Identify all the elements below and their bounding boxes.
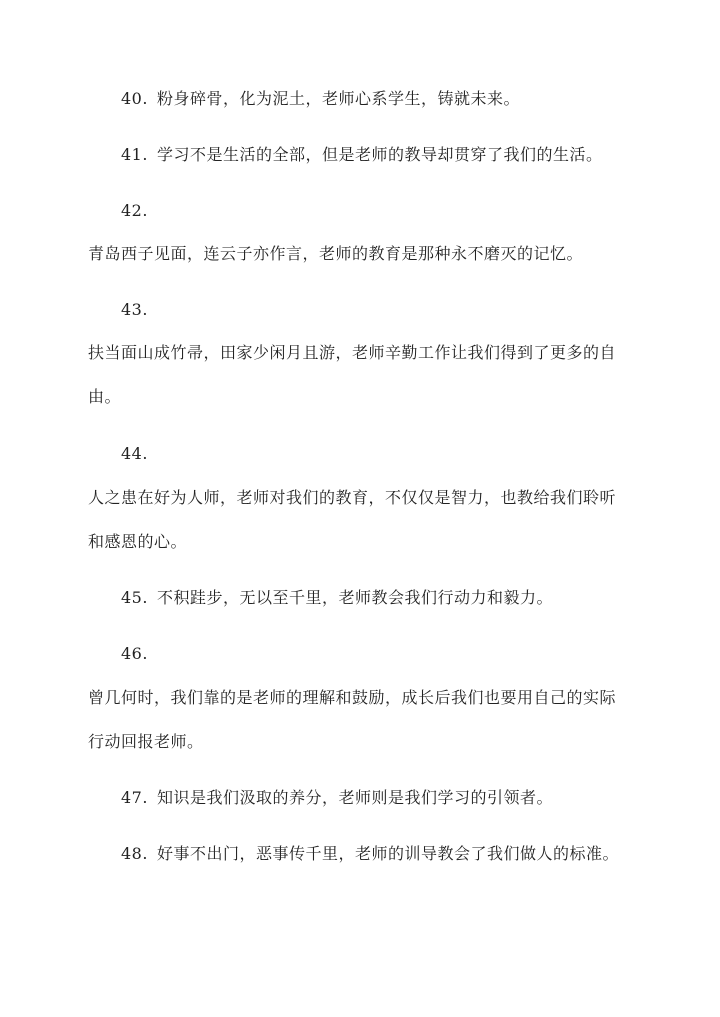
list-item-47 <box>121 788 553 808</box>
item-number-46: 46. <box>121 644 148 663</box>
item-text-43-line-1: 扶当面山成竹帚，田家少闲月且游，老师辛勤工作让我们得到了更多的自 <box>88 343 617 362</box>
list-item-41 <box>121 145 603 165</box>
item-text-43-line-2: 由。 <box>88 387 122 406</box>
item-text: 好事不出门，恶事传千里，老师的训导教会了我们做人的标准。 <box>157 844 620 863</box>
list-item-40 <box>121 89 520 109</box>
item-number-43: 43. <box>121 300 148 319</box>
item-text-44-line-1: 人之患在好为人师，老师对我们的教育，不仅仅是智力，也教给我们聆听 <box>88 488 617 507</box>
item-text: 不积跬步，无以至千里，老师教会我们行动力和毅力。 <box>157 588 554 607</box>
item-number: 45. <box>121 588 148 607</box>
item-text-42-line-1: 青岛西子见面，连云子亦作言，老师的教育是那种永不磨灭的记忆。 <box>88 244 584 263</box>
item-text: 学习不是生活的全部，但是老师的教导却贯穿了我们的生活。 <box>157 145 603 164</box>
list-item-48 <box>121 844 619 864</box>
item-text-44-line-2: 和感恩的心。 <box>88 532 188 551</box>
item-number-44: 44. <box>121 444 148 463</box>
item-text: 知识是我们汲取的养分，老师则是我们学习的引领者。 <box>157 788 554 807</box>
item-number-42: 42. <box>121 201 148 220</box>
item-number: 48. <box>121 844 148 863</box>
item-text-46-line-2: 行动回报老师。 <box>88 732 204 751</box>
item-text-46-line-1: 曾几何时，我们靠的是老师的理解和鼓励，成长后我们也要用自己的实际 <box>88 688 617 707</box>
item-number: 47. <box>121 788 148 807</box>
item-number: 41. <box>121 145 148 164</box>
item-text: 粉身碎骨，化为泥土，老师心系学生，铸就未来。 <box>157 89 521 108</box>
item-number: 40. <box>121 89 148 108</box>
list-item-45 <box>121 588 553 608</box>
